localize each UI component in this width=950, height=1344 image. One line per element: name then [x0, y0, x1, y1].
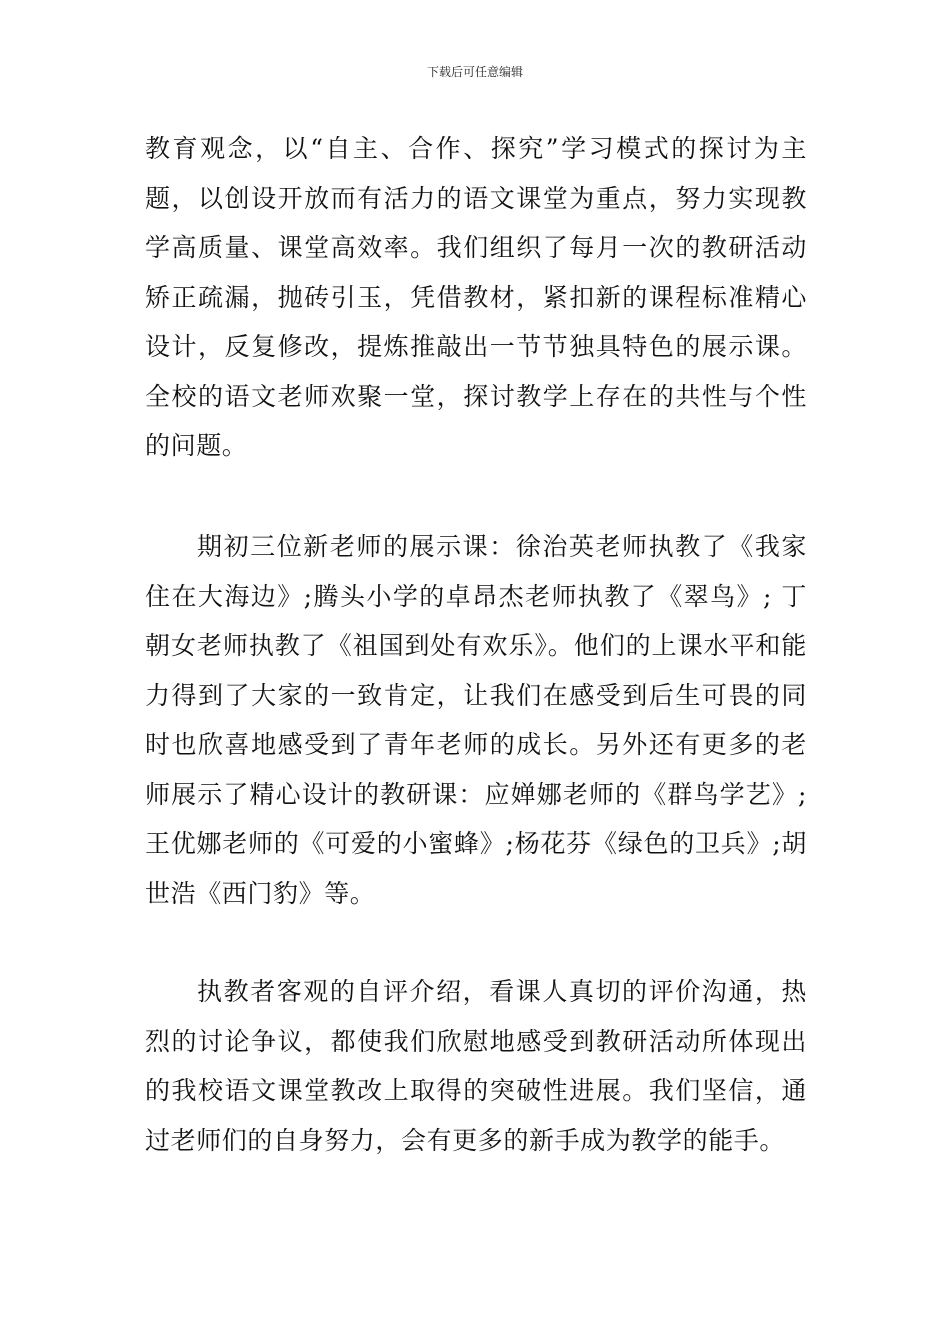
paragraph-2 — [145, 522, 807, 918]
paragraph-3 — [145, 967, 807, 1165]
paragraph-1 — [145, 124, 807, 471]
page-header-note: 下载后可任意编辑 — [426, 65, 523, 79]
paragraph-1-text: 教育观念，以“自主、合作、探究”学习模式的探讨为主题，以创设开放而有活力的语文课堂为重点，努力实现教学高质量、课堂高效率。我们组织了每月一次的教研活动矫正疏漏，抛砖引玉，凭借教材，紧扣新的课程标准精心设计，反复修改，提炼推敲出一节节独具特色的展示课。全校的语文老师欢聚一堂，探讨教学上存在的共性与个性的问题。 — [145, 134, 807, 460]
paragraph-3-text: 执教者客观的自评介绍，看课人真切的评价沟通，热烈的讨论争议，都使我们欣慰地感受到教研活动所体现出的我校语文课堂教改上取得的突破性进展。我们坚信，通过老师们的自身努力，会有更多的新手成为教学的能手。 — [145, 977, 807, 1155]
paragraph-2-text: 期初三位新老师的展示课：徐治英老师执教了《我家住在大海边》;腾头小学的卓昂杰老师执教了《翠鸟》; 丁朝女老师执教了《祖国到处有欢乐》。他们的上课水平和能力得到了大家的一致肯定，让我们在感受到后生可畏的同时也欣喜地感受到了青年老师的成长。另外还有更多的老师展示了精心设计的教研课：应婵娜老师的《群鸟学艺》;王优娜老师的《可爱的小蜜蜂》;杨花芬《绿色的卫兵》;胡世浩《西门豹》等。 — [145, 532, 807, 908]
